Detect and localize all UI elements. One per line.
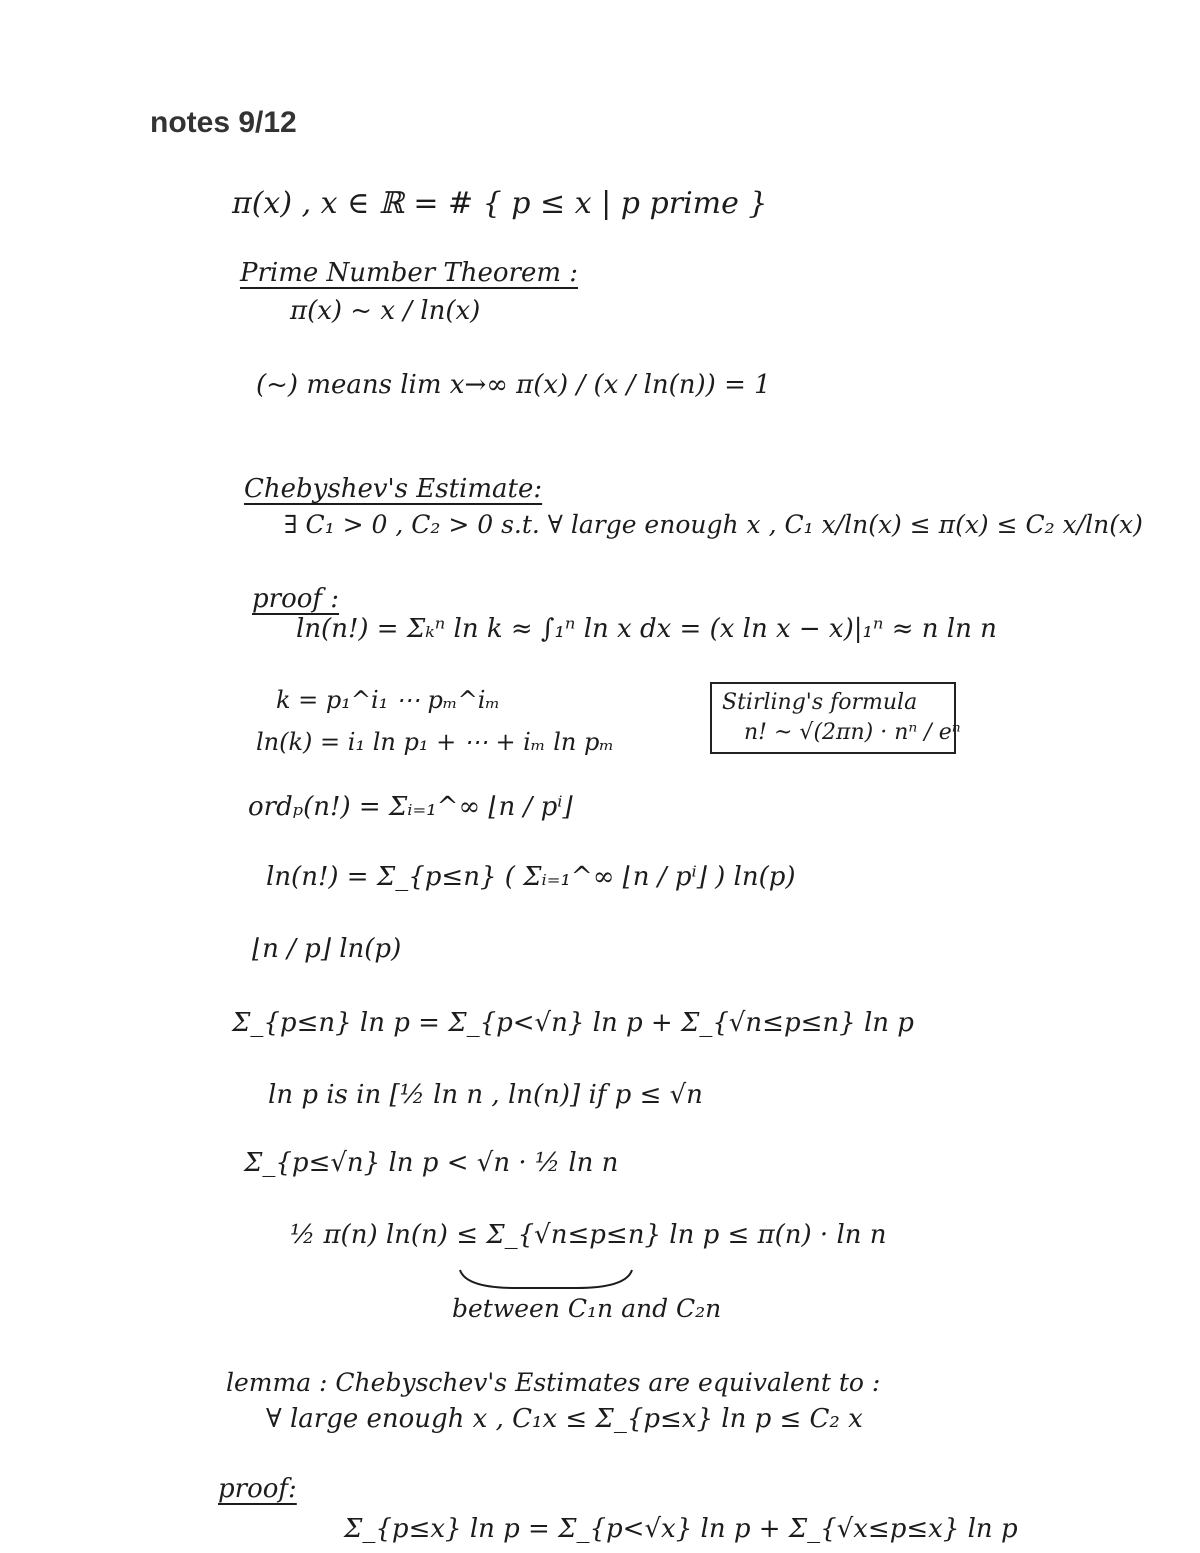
ln-p-interval: ln p is in [½ ln n , ln(n)] if p ≤ √n xyxy=(268,1080,703,1110)
lemma-inequality: ∀ large enough x , C₁x ≤ Σ_{p≤x} ln p ≤ C₂ x xyxy=(266,1404,863,1434)
proof-heading-1: proof : xyxy=(252,584,340,614)
small-primes-bound: Σ_{p≤√n} ln p < √n · ½ ln n xyxy=(244,1148,619,1178)
ln-factorial-sum-primes: ln(n!) = Σ_{p≤n} ( Σᵢ₌₁^∞ ⌊n / pⁱ⌋ ) ln(p) xyxy=(266,862,796,892)
lemma-proof-split: Σ_{p≤x} ln p = Σ_{p<√x} ln p + Σ_{√x≤p≤x} ln p xyxy=(344,1514,1018,1544)
sum-ln-p-split: Σ_{p≤n} ln p = Σ_{p<√n} ln p + Σ_{√n≤p≤n} ln p xyxy=(232,1008,914,1038)
stirling-formula-box xyxy=(710,682,961,754)
ln-factorial-approximation: ln(n!) = Σₖⁿ ln k ≈ ∫₁ⁿ ln x dx = (x ln x − x)|₁ⁿ ≈ n ln n xyxy=(296,614,997,644)
stirling-formula-label: Stirling's formula xyxy=(722,690,918,715)
page-title: notes 9/12 xyxy=(150,106,297,139)
prime-number-theorem-heading: Prime Number Theorem : xyxy=(240,258,579,288)
proof-heading-2: proof: xyxy=(218,1474,297,1504)
prime-number-theorem-statement: π(x) ~ x / ln(x) xyxy=(290,296,481,326)
chebyshev-statement: ∃ C₁ > 0 , C₂ > 0 s.t. ∀ large enough x , C₁ x/ln(x) ≤ π(x) ≤ C₂ x/ln(x) xyxy=(284,510,1143,539)
asymptotic-meaning: (~) means lim x→∞ π(x) / (x / ln(n)) = 1 xyxy=(256,370,771,400)
chebyshev-heading: Chebyshev's Estimate: xyxy=(244,474,543,504)
k-prime-factorization: k = p₁^i₁ ⋯ pₘ^iₘ xyxy=(276,686,501,714)
between-bounds-note: between C₁n and C₂n xyxy=(452,1294,722,1323)
ln-k-expansion: ln(k) = i₁ ln p₁ + ⋯ + iₘ ln pₘ xyxy=(256,728,615,756)
lemma-statement: lemma : Chebyschev's Estimates are equivalent to : xyxy=(226,1368,881,1397)
stirling-formula-expression: n! ~ √(2πn) · nⁿ / eⁿ xyxy=(744,720,961,745)
prime-counting-definition: π(x) , x ∈ ℝ = # { p ≤ x | p prime } xyxy=(232,186,768,221)
underbrace xyxy=(456,1266,636,1296)
floor-term: ⌊n / p⌋ ln(p) xyxy=(252,934,402,964)
large-primes-inequality: ½ π(n) ln(n) ≤ Σ_{√n≤p≤n} ln p ≤ π(n) · ln n xyxy=(290,1220,887,1250)
ord-p-factorial: ordₚ(n!) = Σᵢ₌₁^∞ ⌊n / pⁱ⌋ xyxy=(248,792,573,822)
